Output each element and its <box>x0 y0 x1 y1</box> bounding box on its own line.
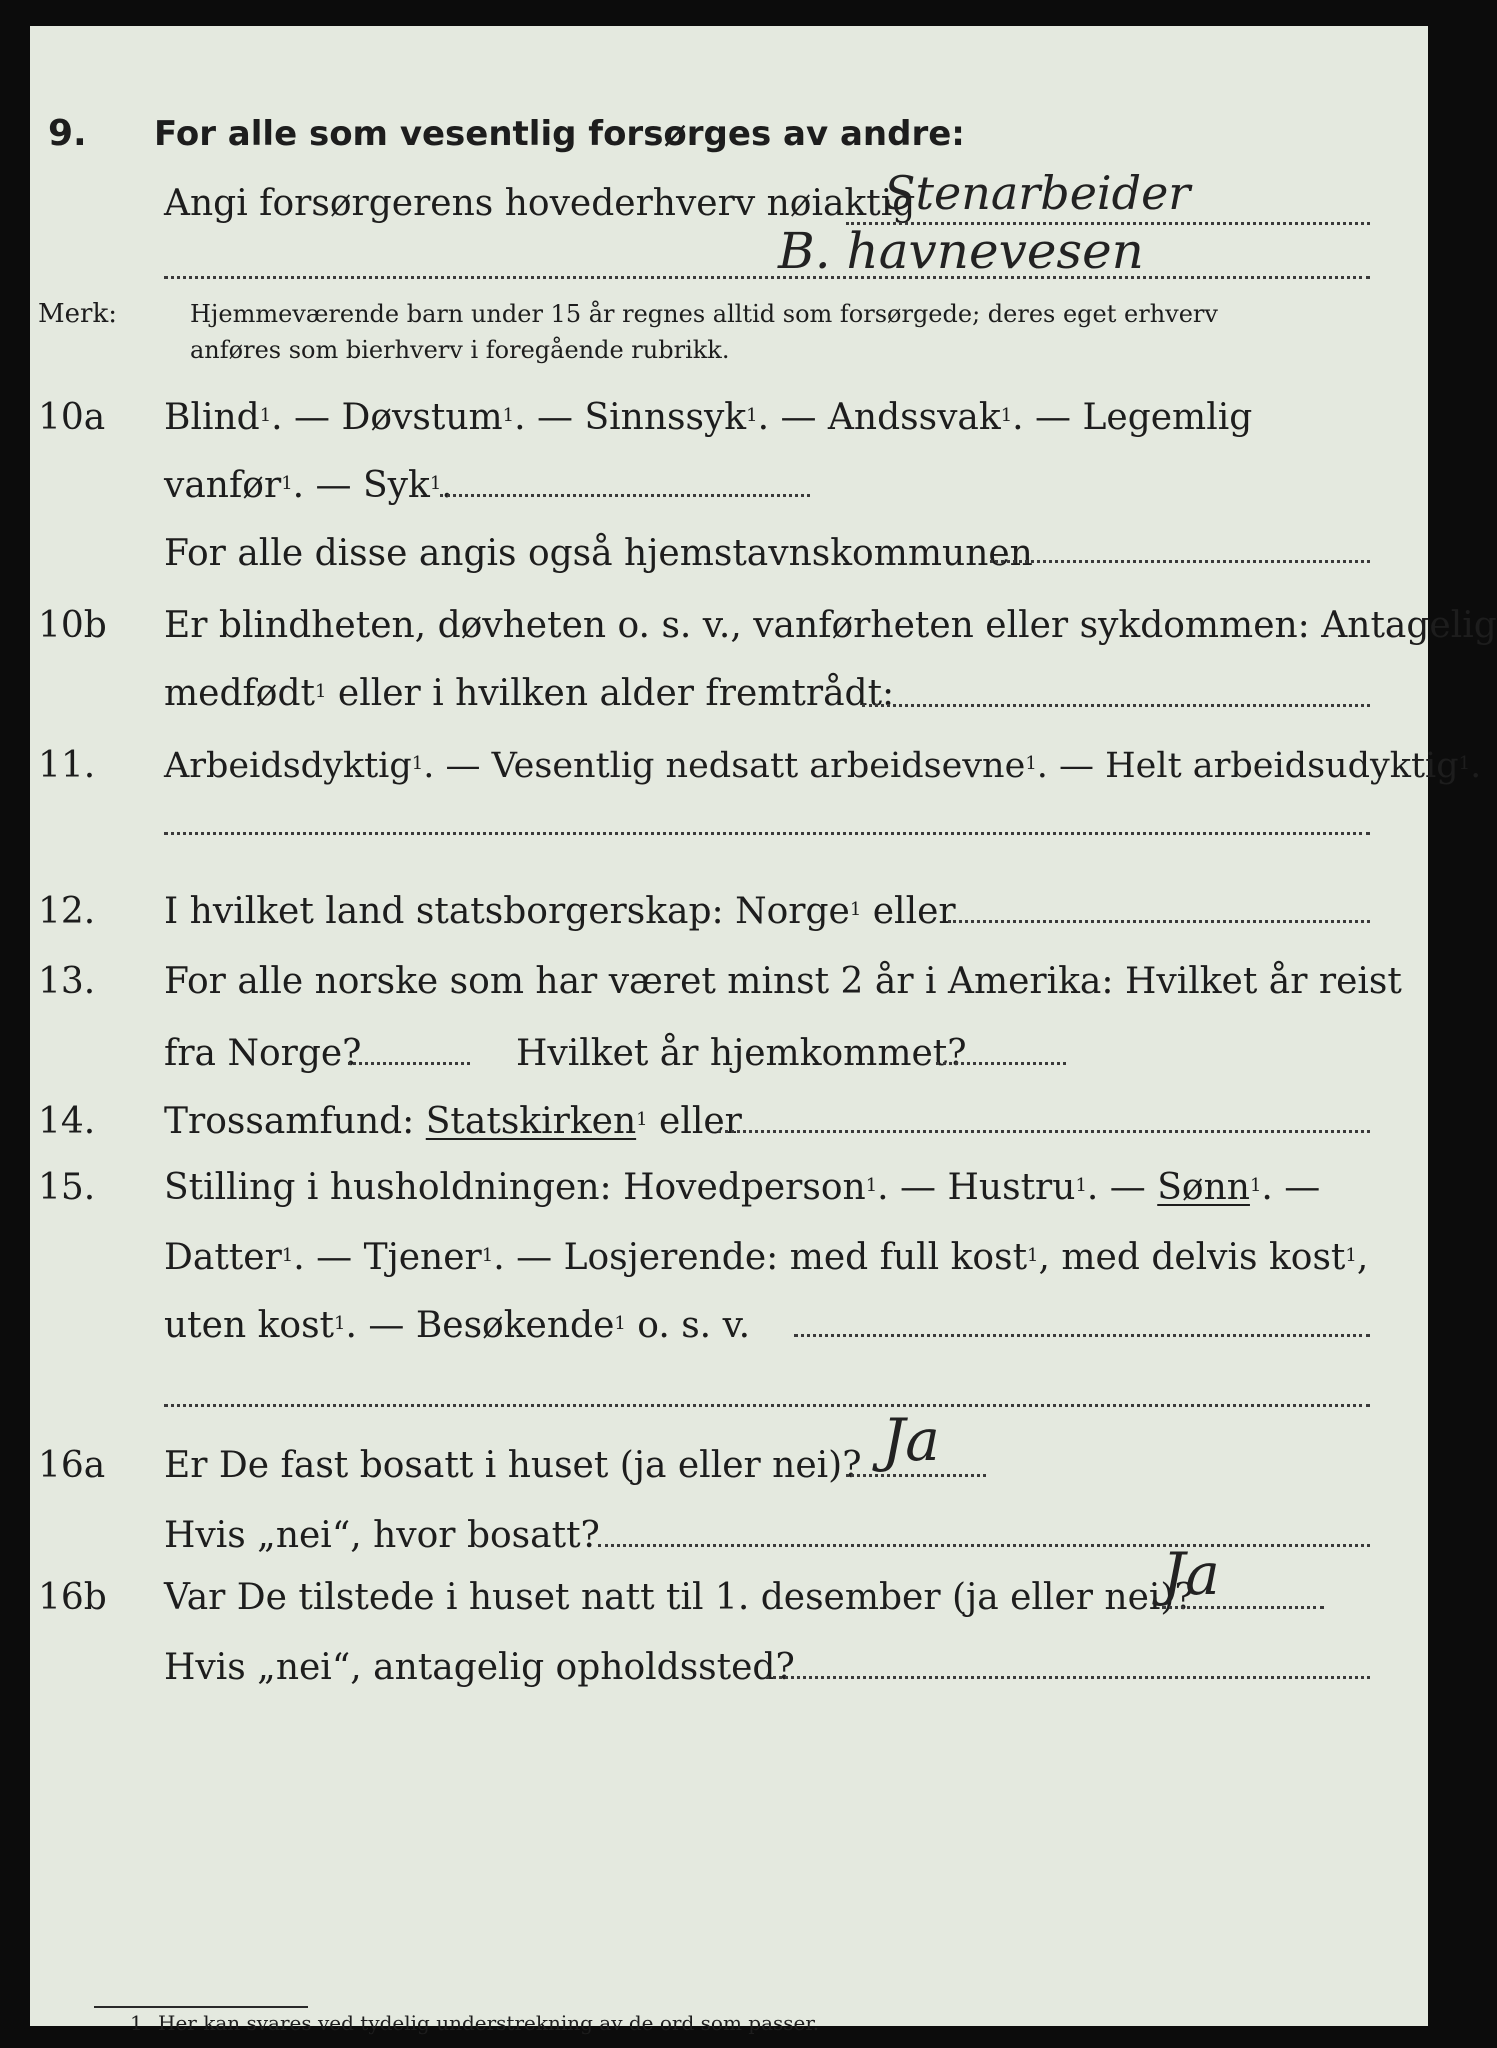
sup-mark: 1 <box>259 405 272 426</box>
q10b-number: 10b <box>38 605 107 646</box>
q16a-line-2: Hvis „nei“, hvor bosatt? <box>164 1515 600 1556</box>
opt-medfodt[interactable]: medfødt <box>164 673 315 714</box>
q10b-answer-line[interactable] <box>862 704 1370 707</box>
sup-mark: 1 <box>411 753 424 774</box>
q12-eller: eller <box>872 891 956 932</box>
sup-mark: 1 <box>1345 1245 1357 1266</box>
opt-full-kost[interactable]: Losjerende: med full kost <box>563 1237 1028 1278</box>
q16a-answer-line[interactable] <box>846 1474 986 1477</box>
q14-line <box>164 1100 742 1144</box>
q13-hjemkommet-line[interactable] <box>936 1062 1066 1065</box>
q12-label: I hvilket land statsborgerskap: <box>164 891 724 932</box>
q16a-number: 16a <box>38 1445 106 1486</box>
sup-mark: 1 <box>746 405 758 426</box>
opt-hustru[interactable]: Hustru <box>947 1167 1076 1208</box>
sup-mark: 1 <box>1075 1175 1087 1196</box>
q12-answer-line[interactable] <box>948 920 1370 923</box>
q14-eller: eller <box>659 1101 742 1142</box>
q11-answer-line[interactable] <box>164 832 1370 835</box>
q11-line: Arbeidsdyktig$^1$. — Vesentlig nedsatt arbeidsevne$^1$. — Helt arbeidsudyktig$^1$. <box>164 746 1482 786</box>
opt-sinnssyk[interactable]: Sinnssyk <box>584 397 747 438</box>
census-form-page <box>30 26 1497 2035</box>
q11-number: 11. <box>38 745 96 786</box>
opt-andssvak[interactable]: Andssvak <box>827 397 1001 438</box>
q10b-line-1: Er blindheten, døvheten o. s. v., vanførheten eller sykdommen: Antagelig <box>164 605 1497 646</box>
footnote-rule <box>94 2006 308 2008</box>
opt-syk[interactable]: Syk <box>363 465 430 506</box>
footnote-mark: 1 <box>130 2011 143 2035</box>
opt-norge[interactable]: Norge <box>735 891 850 932</box>
q12-line <box>164 890 956 934</box>
q10b-alder-label: eller i hvilken alder fremtrådt: <box>337 673 895 714</box>
sup-mark: 1 <box>636 1109 648 1130</box>
q10a-line-3: For alle disse angis også hjemstavnskommunen <box>164 533 1033 574</box>
q14-answer-line[interactable] <box>718 1130 1370 1133</box>
opt-sonn[interactable]: Sønn <box>1157 1167 1250 1208</box>
sup-mark: 1 <box>502 405 515 426</box>
q16b-answer[interactable]: Ja <box>1162 1540 1220 1608</box>
q16b-line-1: Var De tilstede i huset natt til 1. desember (ja eller nei)? <box>164 1577 1194 1618</box>
q10a-line-2: vanfør$^1$. — Syk$^1$. <box>164 465 453 506</box>
q9-answer-1[interactable]: Stenarbeider <box>884 166 1191 220</box>
merk-text-1: Hjemmeværende barn under 15 år regnes alltid som forsørgede; deres eget erhverv <box>190 300 1218 328</box>
q15-line-3: uten kost$^1$. — Besøkende$^1$ o. s. v. <box>164 1305 751 1346</box>
sup-mark: 1 <box>614 1313 626 1334</box>
q10b-line-2 <box>164 672 894 716</box>
sup-mark: 1 <box>281 1245 294 1266</box>
opt-statskirken[interactable]: Statskirken <box>425 1101 637 1142</box>
sup-mark: 1 <box>1458 753 1471 774</box>
opt-vanfor[interactable]: vanfør <box>164 465 282 506</box>
opt-hovedperson[interactable]: Stilling i husholdningen: Hovedperson <box>164 1167 866 1208</box>
opt-dovstum[interactable]: Døvstum <box>341 397 503 438</box>
q14-number: 14. <box>38 1101 96 1142</box>
q16a-answer[interactable]: Ja <box>882 1406 940 1474</box>
q15-line-2: Datter$^1$. — Tjener$^1$. — Losjerende: med full kost$^1$, med delvis kost$^1$, <box>164 1237 1369 1278</box>
q13-line-2a: fra Norge? <box>164 1033 362 1074</box>
sup-mark: 1 <box>429 473 442 494</box>
sup-mark: 1 <box>865 1175 878 1196</box>
sup-mark: 1 <box>481 1245 494 1266</box>
opt-nedsatt[interactable]: Vesentlig nedsatt arbeidsevne <box>491 746 1026 786</box>
q15-answer-line-1[interactable] <box>794 1334 1370 1337</box>
q13-number: 13. <box>38 961 96 1002</box>
sup-mark: 1 <box>849 899 862 920</box>
opt-udyktig[interactable]: Helt arbeidsudyktig <box>1105 746 1459 786</box>
q14-label: Trossamfund: <box>164 1101 415 1142</box>
q15-line-1: Stilling i husholdningen: Hovedperson$^1$. — Hustru$^1$. — Sønn$^1$. — <box>164 1167 1321 1208</box>
sup-mark: 1 <box>281 473 293 494</box>
q9-heading: For alle som vesentlig forsørges av andre: <box>154 114 965 154</box>
sup-mark: 1 <box>315 681 327 702</box>
opt-uten-kost[interactable]: uten kost <box>164 1305 335 1346</box>
q13-line-1: For alle norske som har været minst 2 år i Amerika: Hvilket år reist <box>164 961 1402 1002</box>
opt-datter[interactable]: Datter <box>164 1237 282 1278</box>
q16a-line-1: Er De fast bosatt i huset (ja eller nei)? <box>164 1445 862 1486</box>
sup-mark: 1 <box>334 1313 346 1334</box>
opt-arbeidsdyktig[interactable]: Arbeidsdyktig <box>164 746 412 786</box>
footnote-text: Her kan svares ved tydelig understrekning av de ord som passer. <box>158 2011 820 2035</box>
q9-number: 9. <box>48 113 87 154</box>
q9-label: Angi forsørgerens hovederhverv nøiaktig <box>164 183 916 224</box>
q10a-line-1: Blind$^1$. — Døvstum$^1$. — Sinnssyk$^1$. — Andssvak$^1$. — Legemlig <box>164 397 1253 438</box>
q10a-syk-line[interactable] <box>440 494 810 497</box>
sup-mark: 1 <box>1027 1245 1039 1266</box>
q10a-hjemstavn-line[interactable] <box>990 560 1370 563</box>
q15-number: 15. <box>38 1167 96 1208</box>
opt-besokende[interactable]: Besøkende <box>415 1305 615 1346</box>
q13-reist-line[interactable] <box>348 1062 470 1065</box>
q16b-number: 16b <box>38 1577 107 1618</box>
sup-mark: 1 <box>1025 753 1037 774</box>
q15-answer-line-2[interactable] <box>164 1404 1370 1407</box>
opt-blind[interactable]: Blind <box>164 397 260 438</box>
q12-number: 12. <box>38 891 96 932</box>
merk-text-2: anføres som bierhverv i foregående rubrikk. <box>190 336 730 364</box>
q15-osv: o. s. v. <box>637 1305 751 1346</box>
opt-legemlig[interactable]: Legemlig <box>1082 397 1253 438</box>
q10a-number: 10a <box>38 397 106 438</box>
sup-mark: 1 <box>1249 1175 1262 1196</box>
q16b-line-2: Hvis „nei“, antagelig opholdssted? <box>164 1647 795 1688</box>
merk-label: Merk: <box>38 299 117 329</box>
sup-mark: 1 <box>1000 405 1013 426</box>
q9-answer-line-2 <box>164 276 1370 279</box>
q16b-opholdssted-line[interactable] <box>766 1676 1370 1679</box>
q13-line-2b: Hvilket år hjemkommet? <box>516 1033 967 1074</box>
q9-answer-2[interactable]: B. havnevesen <box>778 222 1144 280</box>
opt-delvis-kost[interactable]: med delvis kost <box>1061 1237 1346 1278</box>
q16a-bosatt-line[interactable] <box>598 1544 1370 1547</box>
opt-tjener[interactable]: Tjener <box>363 1237 482 1278</box>
